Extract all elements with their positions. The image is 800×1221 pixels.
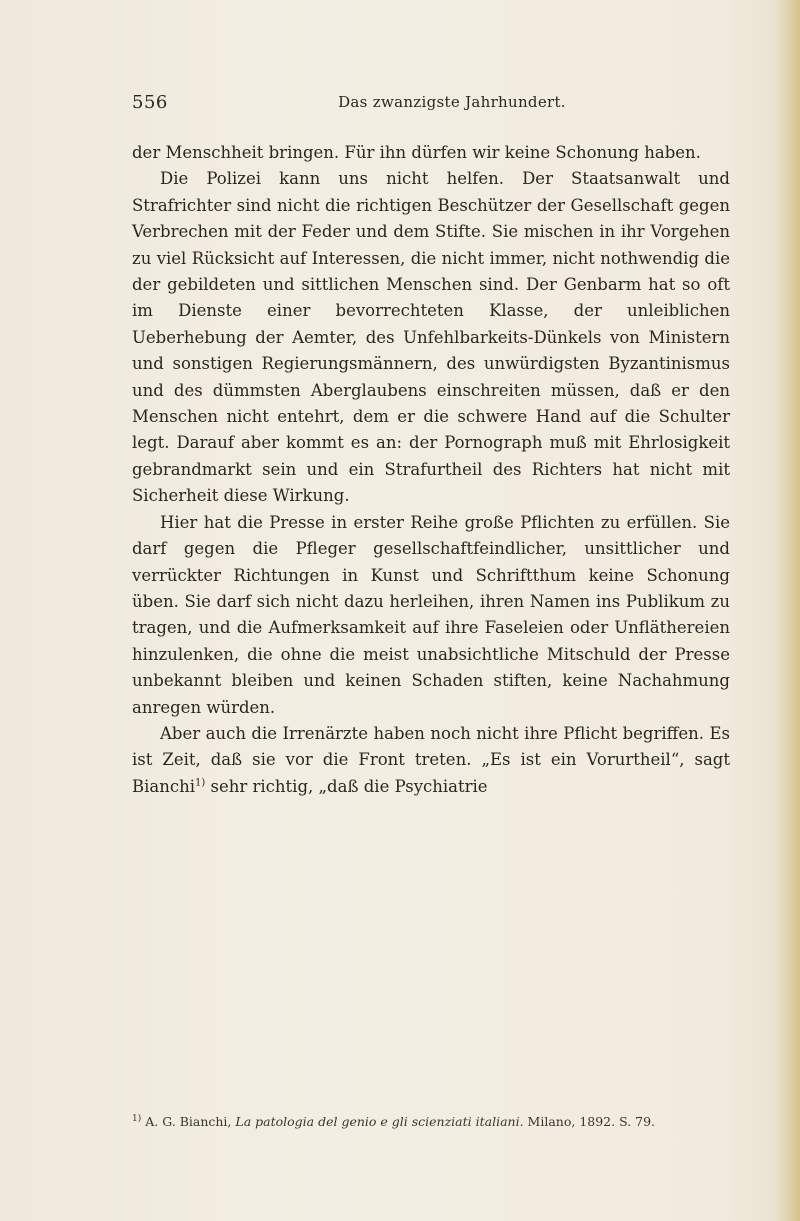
paragraph: der Menschheit bringen. Für ihn dürfen wir keine Schonung haben. xyxy=(132,143,701,162)
footnote-place-year: Milano, 1892. S. 79. xyxy=(527,1114,656,1130)
footnote-marker: 1) xyxy=(132,1114,142,1124)
running-head: Das zwanzigste Jahrhundert. xyxy=(338,93,566,111)
page-edge-shading xyxy=(774,0,800,1221)
body-text xyxy=(132,140,730,800)
footnote-title: La patologia del genio e gli scienziati italiani. xyxy=(235,1114,524,1130)
paragraph: Die Polizei kann uns nicht helfen. Der Staatsanwalt und Strafrichter sind nicht die richtigen Beschützer der Gesellschaft gegen Verbrechen mit der Feder und dem Stifte. Sie mischen in ihr Vorgehen zu viel Rücksicht auf Interessen, die nicht immer, nicht nothwendig die der gebildeten und sittlichen Menschen sind. Der Genbarm hat so oft im Dienste einer bevorrechteten Klasse, der unleiblichen Ueberhebung der Aemter, des Unfehlbarkeits-Dünkels von Ministern und sonstigen Regierungsmännern, des unwürdigsten Byzantinismus und des dümmsten Aberglaubens einschreiten müssen, daß er den Menschen nicht entehrt, dem er die schwere Hand auf die Schulter legt. Darauf aber kommt es an: der Pornograph muß mit Ehrlosigkeit gebrandmarkt sein und ein Strafurtheil des Richters hat nicht mit Sicherheit diese Wirkung. xyxy=(132,169,730,506)
footnote xyxy=(132,1110,730,1131)
paragraph: Hier hat die Presse in erster Reihe große Pflichten zu erfüllen. Sie darf gegen die Pfleger gesellschaftfeindlicher, unsittlicher und verrückter Richtungen in Kunst und Schriftthum keine Schonung üben. Sie darf sich nicht dazu herleihen, ihren Namen ins Publikum zu tragen, und die Aufmerksamkeit auf ihre Faseleien oder Unfläthereien hinzulenken, die ohne die meist unabsichtliche Mitschuld der Presse unbekannt bleiben und keinen Schaden stiften, keine Nachahmung anregen würden. xyxy=(132,512,730,717)
page-number: 556 xyxy=(132,92,168,113)
page-header xyxy=(132,92,732,120)
paragraph xyxy=(132,721,730,800)
footnote-reference[interactable]: 1) xyxy=(195,777,206,789)
footnote-author: A. G. Bianchi, xyxy=(145,1114,232,1130)
paragraph-text: Aber auch die Irrenärzte haben noch nicht ihre Pflicht begriffen. Es ist Zeit, daß sie vor die Front treten. „Es ist ein Vorurtheil“, sagt Bianchi xyxy=(132,723,730,796)
paragraph-text: sehr richtig, „daß die Psychiatrie xyxy=(205,776,488,796)
